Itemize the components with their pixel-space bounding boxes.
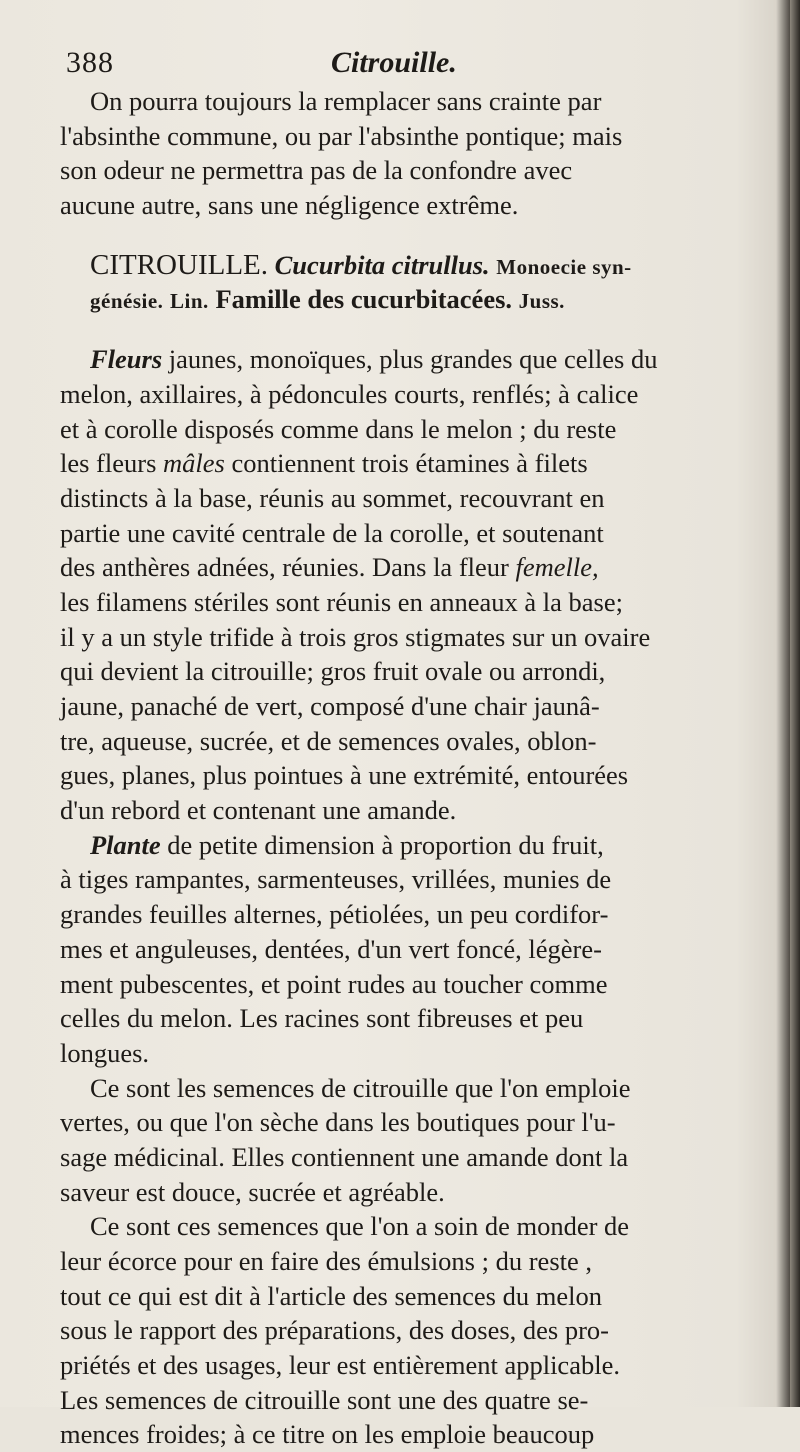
text-line	[60, 446, 790, 481]
text-line	[60, 342, 790, 377]
entry-class-cont: génésie.	[90, 289, 164, 314]
emphasis: mâles	[163, 448, 225, 479]
body-text	[60, 84, 790, 1452]
text-line: Ce sont les semences de citrouille que l'on emploie	[90, 1072, 631, 1103]
text-line: l'absinthe commune, ou par l'absinthe pontique; mais	[60, 120, 623, 151]
text-line: leur écorce pour en faire des émulsions ; du reste ,	[60, 1246, 593, 1276]
page-header	[66, 46, 756, 82]
text-line	[60, 550, 790, 585]
text-line: jaune, panaché de vert, composé d'une chair jaunâ-	[60, 691, 600, 721]
text-line: d'un rebord et contenant une amande.	[60, 795, 457, 826]
entry-latin-name: Cucurbita citrullus.	[274, 249, 490, 280]
text-line	[60, 828, 790, 863]
text-line: Ce sont ces semences que l'on a soin de monder de	[90, 1211, 630, 1242]
text-line: il y a un style trifide à trois gros stigmates sur un ovaire	[60, 621, 651, 652]
text-line: et à corolle disposés comme dans le melon ; du reste	[60, 413, 617, 444]
text-span: contiennent trois étamines à filets	[224, 448, 588, 479]
text-line: aucune autre, sans une négligence extrême.	[60, 190, 519, 221]
text-line: ment pubescentes, et point rudes au toucher comme	[60, 968, 608, 999]
text-line: priétés et des usages, leur est entièrement applicable.	[60, 1350, 620, 1381]
running-title: Citrouille.	[331, 46, 457, 79]
lead-word: Fleurs	[90, 344, 163, 375]
text-line: mences froides; à ce titre on les emploie beaucoup	[60, 1419, 595, 1450]
entry-heading-cont	[60, 282, 790, 317]
text-span: jaunes, monoïques, plus grandes que celles du	[162, 344, 658, 375]
page-edge-shadow	[790, 0, 800, 1407]
page-number: 388	[66, 46, 114, 79]
text-line: Les semences de citrouille sont une des quatre se-	[60, 1384, 589, 1415]
lead-word: Plante	[90, 829, 161, 860]
text-line: saveur est douce, sucrée et agréable.	[60, 1176, 445, 1207]
text-line: On pourra toujours la remplacer sans crainte par	[90, 86, 602, 116]
emphasis: femelle,	[515, 552, 599, 583]
text-line: tout ce qui est dit à l'article des semences du melon	[60, 1280, 602, 1311]
text-span: de petite dimension à proportion du fruit,	[160, 829, 604, 860]
text-line: longues.	[60, 1037, 150, 1068]
entry-linne: Lin.	[170, 289, 209, 314]
text-line: son odeur ne permettra pas de la confondre avec	[60, 155, 573, 186]
entry-class: Monoecie syn-	[496, 254, 632, 279]
text-line: sous le rapport des préparations, des doses, des pro-	[60, 1315, 610, 1346]
text-line: gues, planes, plus pointues à une extrémité, entourées	[60, 760, 629, 791]
text-line: vertes, ou que l'on sèche dans les boutiques pour l'u-	[60, 1107, 616, 1138]
text-line: tre, aqueuse, sucrée, et de semences ovales, oblon-	[60, 725, 597, 756]
text-line: qui devient la citrouille; gros fruit ovale ou arrondi,	[60, 656, 606, 687]
text-line: celles du melon. Les racines sont fibreuses et peu	[60, 1003, 584, 1034]
text-span: des anthères adnées, réunies. Dans la fleur	[60, 552, 516, 583]
text-line: distincts à la base, réunis au sommet, recouvrant en	[60, 482, 605, 513]
text-span: les fleurs	[60, 448, 164, 479]
text-line: partie une cavité centrale de la corolle, et soutenant	[60, 517, 604, 548]
text-line: melon, axillaires, à pédoncules courts, renflés; à calice	[60, 378, 639, 409]
entry-heading	[60, 248, 790, 283]
entry-family: Famille des cucurbitacées.	[215, 284, 513, 315]
text-line: mes et anguleuses, dentées, d'un vert foncé, légère-	[60, 933, 602, 964]
entry-title: CITROUILLE.	[90, 248, 268, 281]
text-line: les filamens stériles sont réunis en anneaux à la base;	[60, 586, 623, 617]
text-line: sage médicinal. Elles contiennent une amande dont la	[60, 1141, 629, 1172]
text-line: à tiges rampantes, sarmenteuses, vrillées, munies de	[60, 864, 612, 895]
text-line: grandes feuilles alternes, pétiolées, un peu cordifor-	[60, 899, 609, 930]
entry-jussieu: Juss.	[518, 289, 565, 314]
